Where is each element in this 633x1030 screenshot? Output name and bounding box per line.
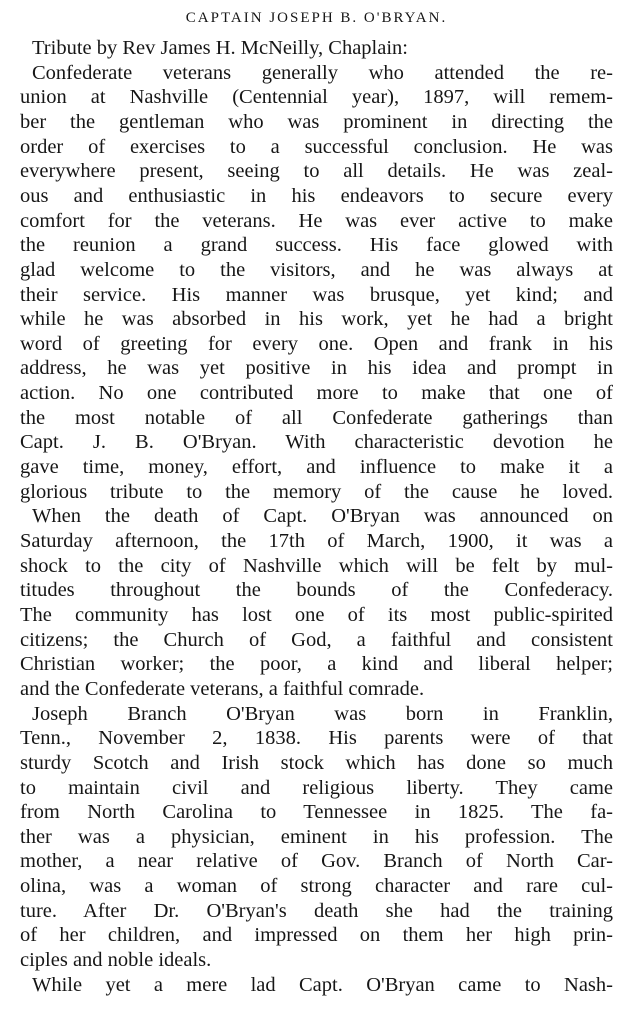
text-line: everywhere present, seeing to all details. He was zeal- [20, 160, 613, 183]
text-line: action. No one contributed more to make that one of [20, 382, 613, 405]
text-line: While yet a mere lad Capt. O'Bryan came to Nash- [32, 973, 613, 996]
text-line: order of exercises to a successful conclusion. He was [20, 135, 613, 158]
text-line: gave time, money, effort, and influence to make it a [20, 456, 613, 479]
text-line: citizens; the Church of God, a faithful and consistent [20, 628, 613, 651]
text-line: address, he was yet positive in his idea and prompt in [20, 357, 613, 380]
text-line: ther was a physician, eminent in his profession. The [20, 825, 613, 848]
text-line: titudes throughout the bounds of the Confederacy. [20, 579, 613, 602]
text-line: ous and enthusiastic in his endeavors to secure every [20, 184, 613, 207]
text-line: Tribute by Rev James H. McNeilly, Chaplain: [32, 37, 408, 59]
text-line: their service. His manner was brusque, yet kind; and [20, 283, 613, 306]
text-line: the most notable of all Confederate gatherings than [20, 406, 613, 429]
text-line: When the death of Capt. O'Bryan was announced on [32, 505, 613, 528]
text-line: of her children, and impressed on them her high prin- [20, 924, 613, 947]
text-line: The community has lost one of its most public-spirited [20, 603, 613, 626]
text-line: while he was absorbed in his work, yet he had a bright [20, 308, 613, 331]
text-line: the reunion a grand success. His face glowed with [20, 234, 613, 257]
text-line: glad welcome to the visitors, and he was always at [20, 258, 613, 281]
text-line: Confederate veterans generally who attended the re- [32, 61, 613, 84]
text-line: ciples and noble ideals. [20, 949, 212, 972]
text-line: comfort for the veterans. He was ever active to make [20, 209, 613, 232]
text-line: olina, was a woman of strong character and rare cul- [20, 875, 613, 898]
text-line: ture. After Dr. O'Bryan's death she had the training [20, 899, 613, 922]
text-line: shock to the city of Nashville which will be felt by mul- [20, 554, 613, 577]
text-line: mother, a near relative of Gov. Branch of North Car- [20, 850, 613, 873]
text-line: Capt. J. B. O'Bryan. With characteristic devotion he [20, 431, 613, 454]
text-line: Joseph Branch O'Bryan was born in Franklin, [32, 702, 613, 725]
text-line: Tenn., November 2, 1838. His parents were of that [20, 727, 613, 750]
text-line: and the Confederate veterans, a faithful comrade. [20, 677, 425, 700]
text-line: to maintain civil and religious liberty. They came [20, 776, 613, 799]
text-line: word of greeting for every one. Open and frank in his [20, 332, 613, 355]
text-line: glorious tribute to the memory of the cause he loved. [20, 480, 613, 503]
article-heading: CAPTAIN JOSEPH B. O'BRYAN. [185, 10, 448, 26]
text-line: sturdy Scotch and Irish stock which has done so much [20, 751, 613, 774]
text-line: from North Carolina to Tennessee in 1825. The fa- [20, 801, 613, 824]
text-line: ber the gentleman who was prominent in directing the [20, 110, 613, 133]
text-line: Christian worker; the poor, a kind and liberal helper; [20, 653, 613, 676]
text-line: union at Nashville (Centennial year), 1897, will remem- [20, 86, 613, 109]
text-line: Saturday afternoon, the 17th of March, 1900, it was a [20, 530, 613, 552]
